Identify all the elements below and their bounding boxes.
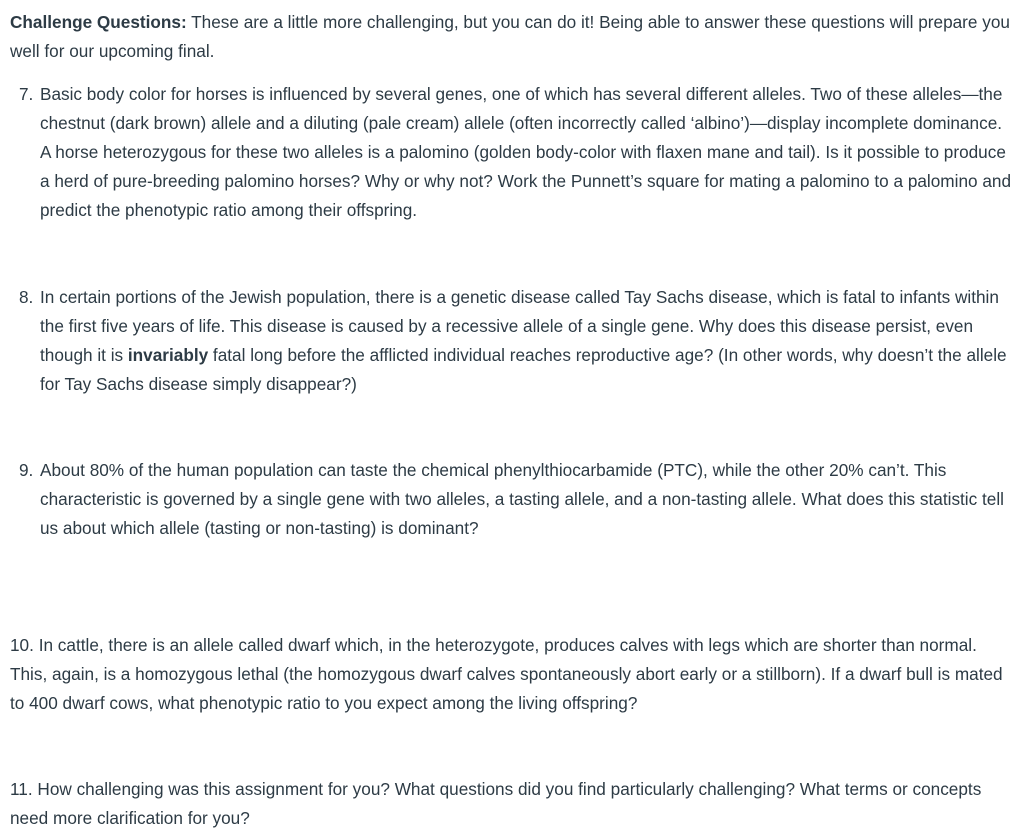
question-text: Basic body color for horses is influenced by several genes, one of which has several different alleles. Two of these alleles—the chestnut (dark brown) allele and a diluting (pale cream) allele (often incorrectly called ‘albino’)—display incomplete dominance. A horse heterozygous for these two alleles is a palomino (golden body-color with flaxen mane and tail). Is it possible to produce a herd of pure-breeding palomino horses? Why or why not? Work the Punnett’s square for mating a palomino to a palomino and predict the phenotypic ratio among their offspring. [40,84,1012,220]
question-text [40,287,1007,394]
question-number: 7. [19,84,34,104]
question-8 [19,283,1015,399]
question-10 [10,631,1018,718]
intro-paragraph [10,8,1010,66]
question-text: About 80% of the human population can taste the chemical phenylthiocarbamide (PTC), while the other 20% can’t. This characteristic is governed by a single gene with two alleles, a tasting allele, and a non-tasting allele. What does this statistic tell us about which allele (tasting or non-tasting) is dominant? [40,460,1004,538]
question-number: 11. [10,779,33,799]
question-number: 9. [19,460,34,480]
question-11 [10,775,1018,833]
question-text-part: fatal long before the afflicted individual reaches reproductive age? (In other words, why doesn’t the allele for Tay Sachs disease simply disappear?) [40,345,1007,394]
question-number: 8. [19,287,34,307]
question-9 [19,456,1015,543]
question-text: How challenging was this assignment for you? What questions did you find particularly challenging? What terms or concepts need more clarification for you? [10,779,982,828]
intro-heading: Challenge Questions: [10,12,187,32]
question-text: In cattle, there is an allele called dwarf which, in the heterozygote, produces calves with legs which are shorter than normal. This, again, is a homozygous lethal (the homozygous dwarf calves spontaneously abort early or a stillborn). If a dwarf bull is mated to 400 dwarf cows, what phenotypic ratio to you expect among the living offspring? [10,635,1003,713]
intro-text: These are a little more challenging, but you can do it! Being able to answer these questions will prepare you well for our upcoming final. [10,12,1010,61]
question-emphasis: invariably [127,345,209,365]
question-7 [19,80,1015,225]
question-number: 10. [10,635,34,655]
question-text-part: In certain portions of the Jewish population, there is a genetic disease called Tay Sachs disease, which is fatal to infants within the first five years of life. This disease is caused by a recessive allele of a single gene. Why does this disease persist, even though it is [40,287,999,365]
